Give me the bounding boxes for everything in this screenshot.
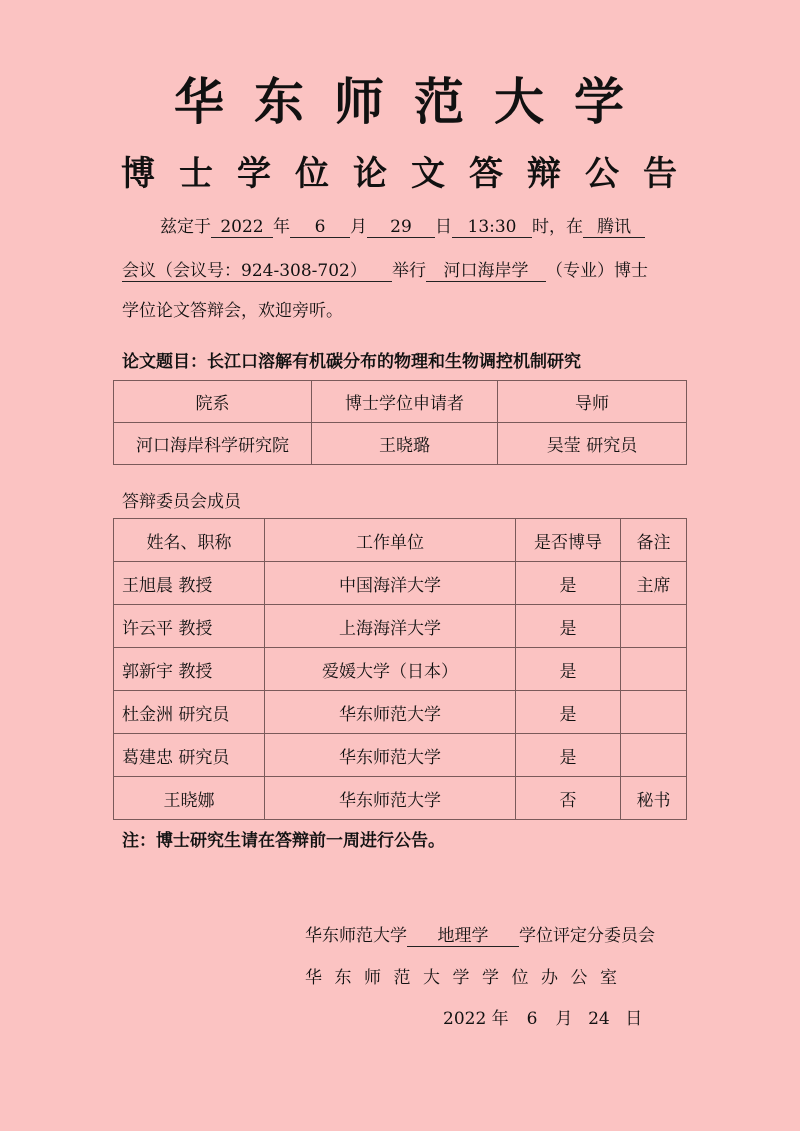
member-remark [621, 605, 687, 648]
venue-part2: 会议（会议号：924-308-702） [122, 261, 392, 282]
notice-title: 博士学位论文答辩公告 [121, 154, 701, 194]
member-affiliation: 华东师范大学 [265, 691, 516, 734]
member-supervisor: 是 [516, 734, 621, 777]
header-cell: 姓名、职称 [114, 519, 265, 562]
announcement-line-3: 学位论文答辩会，欢迎旁听。 [122, 301, 343, 321]
header-cell: 工作单位 [265, 519, 516, 562]
committee-label: 答辩委员会成员 [122, 492, 241, 512]
table-row [114, 777, 687, 820]
header-cell: 是否博导 [516, 519, 621, 562]
university-title: 华东师范大学 [174, 72, 654, 131]
member-affiliation: 华东师范大学 [265, 777, 516, 820]
member-supervisor: 否 [516, 777, 621, 820]
table-row [114, 605, 687, 648]
member-affiliation: 华东师范大学 [265, 734, 516, 777]
member-name: 郭新宇 教授 [114, 648, 265, 691]
member-remark [621, 648, 687, 691]
applicant-table [113, 380, 687, 465]
member-remark [621, 734, 687, 777]
major: 河口海岸学 [426, 261, 546, 282]
applicant-cell: 王晓璐 [312, 423, 498, 465]
member-name: 许云平 教授 [114, 605, 265, 648]
header-cell: 备注 [621, 519, 687, 562]
advisor-cell: 吴莹 研究员 [498, 423, 687, 465]
department-cell: 河口海岸科学研究院 [114, 423, 312, 465]
signature-office: 华东师范大学学位办公室 [305, 968, 630, 988]
member-name: 王旭晨 教授 [114, 562, 265, 605]
header-cell: 导师 [498, 381, 687, 423]
member-affiliation: 中国海洋大学 [265, 562, 516, 605]
member-supervisor: 是 [516, 605, 621, 648]
table-row [114, 562, 687, 605]
member-name: 葛建忠 研究员 [114, 734, 265, 777]
member-remark: 主席 [621, 562, 687, 605]
announcement-line-2: 会议（会议号：924-308-702） 举行 河口海岸学 （专业）博士 [122, 261, 648, 281]
note: 注：博士研究生请在答辩前一周进行公告。 [122, 831, 445, 851]
date-day: 29 [367, 217, 435, 238]
signature-committee: 华东师范大学 地理学 学位评定分委员会 [305, 926, 655, 946]
table-row [114, 691, 687, 734]
member-supervisor: 是 [516, 562, 621, 605]
table-row [114, 423, 687, 465]
signature-department: 地理学 [407, 926, 519, 947]
date-year: 2022 [211, 217, 273, 238]
date-month: 6 [290, 217, 350, 238]
member-affiliation: 爱媛大学（日本） [265, 648, 516, 691]
member-supervisor: 是 [516, 691, 621, 734]
table-row [114, 734, 687, 777]
announcement-line-1: 兹定于 2022 年 6 月 29 日 13:30 时，在 腾讯 [160, 212, 645, 238]
member-remark [621, 691, 687, 734]
applicant-table-header [114, 381, 687, 423]
table-row [114, 648, 687, 691]
member-name: 杜金洲 研究员 [114, 691, 265, 734]
committee-table-header [114, 519, 687, 562]
member-remark: 秘书 [621, 777, 687, 820]
venue-part1: 腾讯 [583, 217, 645, 238]
member-affiliation: 上海海洋大学 [265, 605, 516, 648]
committee-table [113, 518, 687, 820]
member-supervisor: 是 [516, 648, 621, 691]
header-cell: 院系 [114, 381, 312, 423]
signature-date: 2022 年 6 月 24 日 [443, 1009, 643, 1029]
header-cell: 博士学位申请者 [312, 381, 498, 423]
thesis-title: 论文题目：长江口溶解有机碳分布的物理和生物调控机制研究 [122, 352, 581, 372]
member-name: 王晓娜 [114, 777, 265, 820]
time: 13:30 [452, 217, 532, 238]
